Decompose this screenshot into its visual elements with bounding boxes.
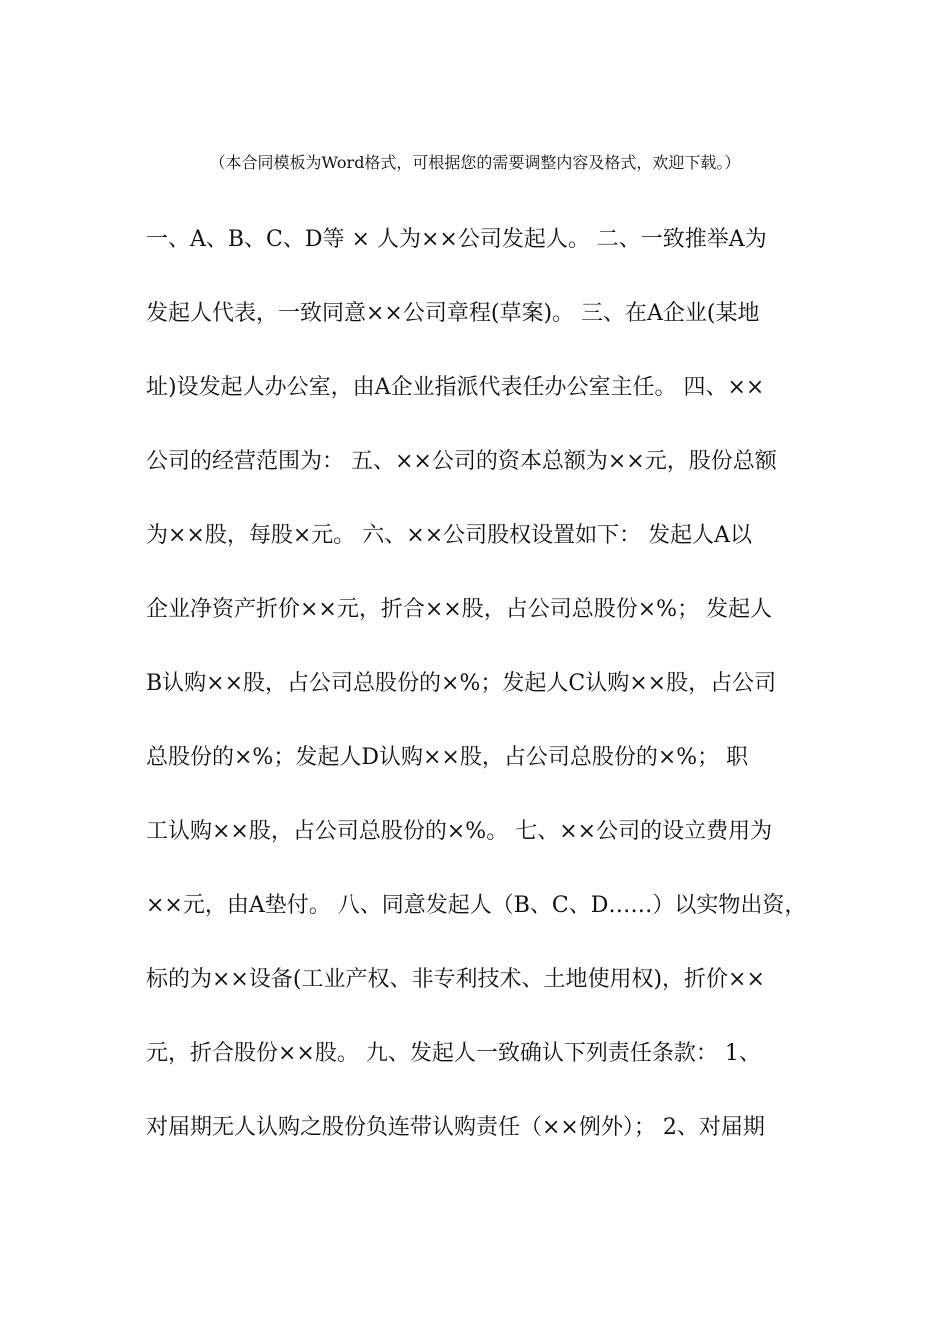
body-line: 标的为××设备(工业产权、非专利技术、土地使用权)，折价×× — [146, 967, 765, 992]
body-line: 发起人代表，一致同意××公司章程(草案)。 三、在A企业(某地 — [146, 301, 760, 326]
body-line: 工认购××股，占公司总股份的×%。 七、××公司的设立费用为 — [146, 819, 773, 844]
body-line: 元，折合股份××股。 九、发起人一致确认下列责任条款： 1、 — [146, 1041, 761, 1066]
body-line: ××元，由A垫付。 八、同意发起人（B、C、D……）以实物出资， — [146, 893, 806, 918]
body-line: 对届期无人认购之股份负连带认购责任（××例外）； 2、对届期 — [146, 1115, 765, 1140]
body-line: 总股份的×%；发起人D认购××股，占公司总股份的×%； 职 — [146, 745, 749, 770]
body-line: 为××股，每股×元。 六、××公司股权设置如下： 发起人A以 — [146, 523, 753, 548]
template-note: （本合同模板为Word格式，可根据您的需要调整内容及格式，欢迎下载。） — [209, 153, 741, 172]
body-line: 一、A、B、C、D等 × 人为××公司发起人。 二、一致推举A为 — [146, 227, 767, 252]
contract-body — [146, 222, 806, 1184]
body-line: 公司的经营范围为： 五、××公司的资本总额为××元，股份总额 — [146, 449, 777, 474]
body-line: B认购××股，占公司总股份的×%；发起人C认购××股，占公司 — [146, 671, 777, 696]
body-line: 企业净资产折价××元，折合××股，占公司总股份×%； 发起人 — [146, 597, 773, 622]
body-line: 址)设发起人办公室，由A企业指派代表任办公室主任。 四、×× — [146, 375, 765, 400]
